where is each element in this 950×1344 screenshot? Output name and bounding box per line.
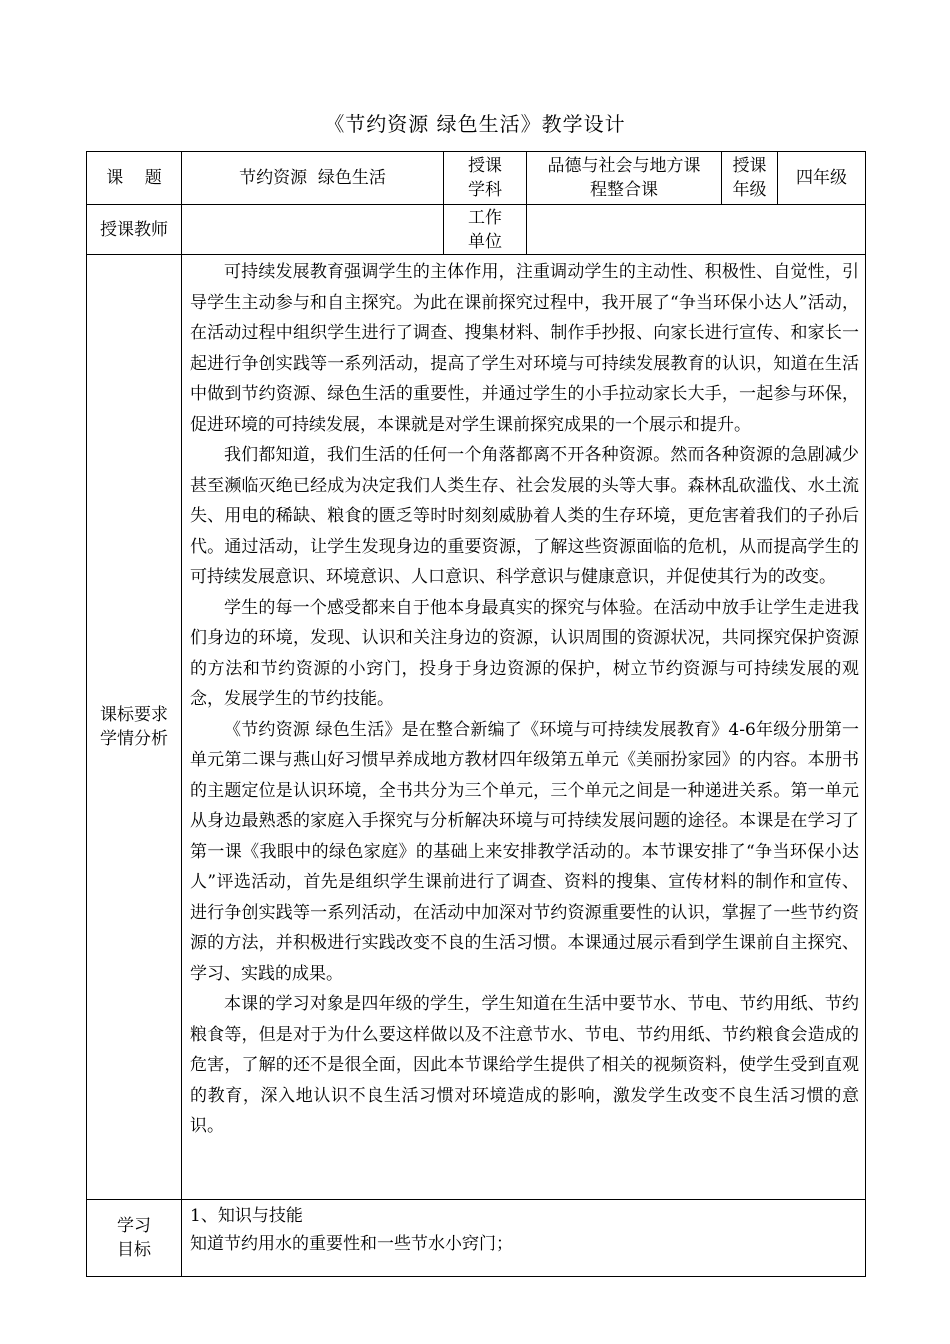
analysis-paragraph: 学生的每一个感受都来自于他本身最真实的探究与体验。在活动中放手让学生走进我们身边的环境，发现、认识和关注身边的资源，认识周围的资源状况，共同探究保护资源的方法和节约资源的小窍门，投身于身边资源的保护，树立节约资源与可持续发展的观念，发展学生的节约技能。 <box>190 597 859 709</box>
teacher-label: 授课教师 <box>87 205 182 255</box>
work-unit-value <box>527 205 866 255</box>
subject-value: 品德与社会与地方课程整合课 <box>527 152 722 205</box>
goals-row <box>87 1200 866 1277</box>
topic-value: 节约资源 绿色生活 <box>182 152 444 205</box>
document-title: 《节约资源 绿色生活》教学设计 <box>324 112 626 136</box>
teacher-row <box>87 205 866 255</box>
analysis-content <box>182 255 866 1200</box>
goals-line: 1、知识与技能 <box>190 1206 303 1226</box>
goals-label: 学习目标 <box>87 1200 182 1277</box>
grade-label: 授课年级 <box>722 152 778 205</box>
goals-line: 知道节约用水的重要性和一些节水小窍门； <box>190 1234 513 1254</box>
goals-content <box>182 1200 866 1277</box>
topic-label: 课 题 <box>87 152 182 205</box>
analysis-paragraph: 本课的学习对象是四年级的学生，学生知道在生活中要节水、节电、节约用纸、节约粮食等，但是对于为什么要这样做以及不注意节水、节电、节约用纸、节约粮食会造成的危害，了解的还不是很全面，因此本节课给学生提供了相关的视频资料，使学生受到直观的教育，深入地认识不良生活习惯对环境造成的影响，激发学生改变不良生活习惯的意识。 <box>190 994 859 1136</box>
analysis-label: 课标要求学情分析 <box>87 255 182 1200</box>
topic-row <box>87 152 866 205</box>
analysis-row <box>87 255 866 1200</box>
teacher-value <box>182 205 444 255</box>
analysis-paragraph: 我们都知道，我们生活的任何一个角落都离不开各种资源。然而各种资源的急剧减少甚至濒临灭绝已经成为决定我们人类生存、社会发展的头等大事。森林乱砍滥伐、水土流失、用电的稀缺、粮食的匮乏等时时刻刻威胁着人类的生存环境，更危害着我们的子孙后代。通过活动，让学生发现身边的重要资源，了解这些资源面临的危机，从而提高学生的可持续发展意识、环境意识、人口意识、科学意识与健康意识，并促使其行为的改变。 <box>190 445 859 587</box>
analysis-paragraph: 《节约资源 绿色生活》是在整合新编了《环境与可持续发展教育》4-6年级分册第一单元第二课与燕山好习惯早养成地方教材四年级第五单元《美丽扮家园》的内容。本册书的主题定位是认识环境，全书共分为三个单元，三个单元之间是一种递进关系。第一单元从身边最熟悉的家庭入手探究与分析解决环境与可持续发展问题的途径。本课是在学习了第一课《我眼中的绿色家庭》的基础上来安排教学活动的。本节课安排了“争当环保小达人”评选活动，首先是组织学生课前进行了调查、资料的搜集、宣传材料的制作和宣传、进行争创实践等一系列活动，在活动中加深对节约资源重要性的认识，掌握了一些节约资源的方法，并积极进行实践改变不良的生活习惯。本课通过展示看到学生课前自主探究、学习、实践的成果。 <box>190 719 859 984</box>
work-unit-label: 工作单位 <box>444 205 527 255</box>
subject-label: 授课学科 <box>444 152 527 205</box>
grade-value: 四年级 <box>778 152 866 205</box>
analysis-paragraph: 可持续发展教育强调学生的主体作用，注重调动学生的主动性、积极性、自觉性，引导学生主动参与和自主探究。为此在课前探究过程中，我开展了“争当环保小达人”活动，在活动过程中组织学生进行了调查、搜集材料、制作手抄报、向家长进行宣传、和家长一起进行争创实践等一系列活动，提高了学生对环境与可持续发展教育的认识，知道在生活中做到节约资源、绿色生活的重要性，并通过学生的小手拉动家长大手，一起参与环保，促进环境的可持续发展，本课就是对学生课前探究成果的一个展示和提升。 <box>190 262 859 435</box>
lesson-plan-table <box>86 151 866 1277</box>
